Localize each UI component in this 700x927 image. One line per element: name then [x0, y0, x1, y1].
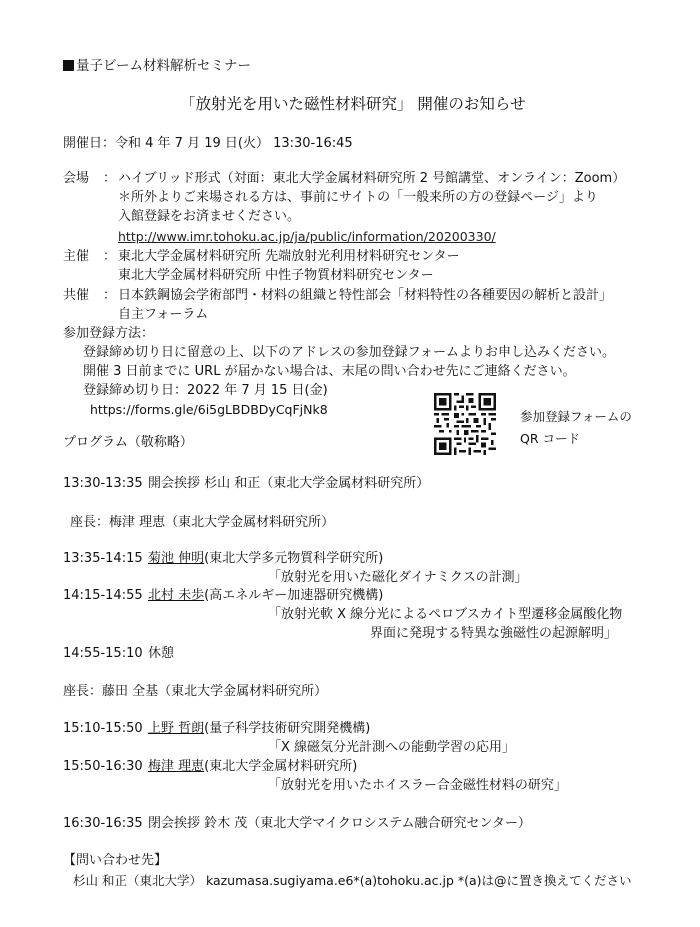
host-line-1: 東北大学金属材料研究所 先端放射光利用材料研究センター — [118, 249, 460, 264]
talk2-time: 14:15-14:55 — [63, 588, 143, 603]
series-text: 量子ビーム材料解析セミナー — [76, 58, 251, 74]
talk4-time: 15:50-16:30 — [63, 759, 143, 774]
venue-line-2: ＊所外よりご来場される方は、事前にサイトの「一般来所の方の登録ページ」より — [118, 190, 598, 205]
venue-label: 会場 — [63, 171, 90, 186]
closing-text: 閉会挨拶 鈴木 茂（東北大学マイクロシステム融合研究センター） — [148, 816, 531, 831]
talk1-title: 「放射光を用いた磁化ダイナミクスの計測」 — [268, 570, 528, 585]
break-time: 14:55-15:10 — [63, 646, 143, 661]
talk2-affiliation: (高エネルギー加速器研究機構) — [204, 588, 384, 603]
opening-time: 13:30-13:35 — [63, 476, 143, 491]
talk3-speaker-line — [148, 720, 370, 738]
registration-form-url[interactable]: https://forms.gle/6i5gLBDBDyCqFjNk8 — [90, 402, 328, 417]
talk3-time: 15:10-15:50 — [63, 721, 143, 736]
contact-heading: 【問い合わせ先】 — [63, 853, 168, 868]
host-label: 主催 — [63, 249, 90, 264]
cohost-line-2: 自主フォーラム — [118, 307, 209, 322]
registration-line-1: 登録締め切り日に留意の上、以下のアドレスの参加登録フォームよりお申し込みください。 — [83, 345, 615, 360]
session-chair-1: 座長：梅津 理恵（東北大学金属材料研究所） — [70, 515, 335, 530]
qr-caption-2: QR コード — [520, 431, 580, 446]
qr-code-icon — [434, 393, 496, 455]
closing-time: 16:30-16:35 — [63, 816, 143, 831]
cohost-label: 共催 — [63, 288, 90, 303]
talk3-speaker: 上野 哲朗 — [148, 721, 205, 736]
host-line-2: 東北大学金属材料研究所 中性子物質材料研究センター — [118, 268, 434, 283]
session-chair-2: 座長：藤田 全基（東北大学金属材料研究所） — [63, 684, 328, 699]
venue-registration-link[interactable]: http://www.imr.tohoku.ac.jp/ja/public/information/20200330/ — [118, 229, 496, 244]
talk1-speaker: 菊池 伸明 — [148, 551, 205, 566]
talk2-title-line-2: 界面に発現する特異な強磁性の起源解明」 — [370, 626, 618, 641]
talk1-speaker-line — [148, 550, 383, 568]
event-date: 開催日：令和 4 年 7 月 19 日(火） 13:30-16:45 — [63, 136, 353, 151]
registration-heading: 参加登録方法： — [63, 326, 155, 341]
talk4-affiliation: (東北大学金属材料研究所) — [204, 759, 358, 774]
registration-deadline: 登録締め切り日：2022 年 7 月 15 日(金) — [83, 383, 328, 398]
venue-line-3: 入館登録をお済ませください。 — [118, 209, 301, 224]
talk4-title: 「放射光を用いたホイスラー合金磁性材料の研究」 — [268, 778, 567, 793]
talk2-speaker-line — [148, 587, 383, 605]
venue-line-1: ハイブリッド形式（対面：東北大学金属材料研究所 2 号館講堂、オンライン：Zoom） — [118, 171, 626, 186]
contact-line: 杉山 和正（東北大学） kazumasa.sugiyama.e6*(a)tohoku.ac.jp *(a)は@に置き換えてください — [73, 873, 632, 888]
cohost-colon: ： — [103, 288, 117, 303]
square-bullet-icon — [63, 60, 74, 71]
series-label — [63, 57, 251, 75]
talk3-title: 「X 線磁気分光計測への能動学習の応用」 — [268, 740, 516, 755]
registration-line-2: 開催 3 日前までに URL が届かない場合は、末尾の問い合わせ先にご連絡ください。 — [83, 364, 576, 379]
cohost-line-1: 日本鉄鋼協会学術部門・材料の組織と特性部会「材料特性の各種要因の解析と設計」 — [118, 288, 613, 303]
talk2-speaker: 北村 未歩 — [148, 588, 205, 603]
talk4-speaker: 梅津 理恵 — [148, 759, 205, 774]
program-heading: プログラム（敬称略） — [63, 435, 193, 450]
break-text: 休憩 — [148, 646, 175, 661]
talk4-speaker-line — [148, 758, 357, 776]
page-title: 「放射光を用いた磁性材料研究」 開催のお知らせ — [180, 95, 526, 113]
talk1-time: 13:35-14:15 — [63, 551, 143, 566]
talk3-affiliation: (量子科学技術研究開発機構) — [204, 721, 371, 736]
qr-caption-1: 参加登録フォームの — [520, 409, 632, 424]
venue-colon: ： — [103, 171, 117, 186]
talk2-title-line-1: 「放射光軟 X 線分光によるペロブスカイト型遷移金属酸化物 — [268, 607, 623, 622]
host-colon: ： — [103, 249, 117, 264]
opening-text: 開会挨拶 杉山 和正（東北大学金属材料研究所） — [148, 476, 430, 491]
talk1-affiliation: (東北大学多元物質科学研究所) — [204, 551, 384, 566]
